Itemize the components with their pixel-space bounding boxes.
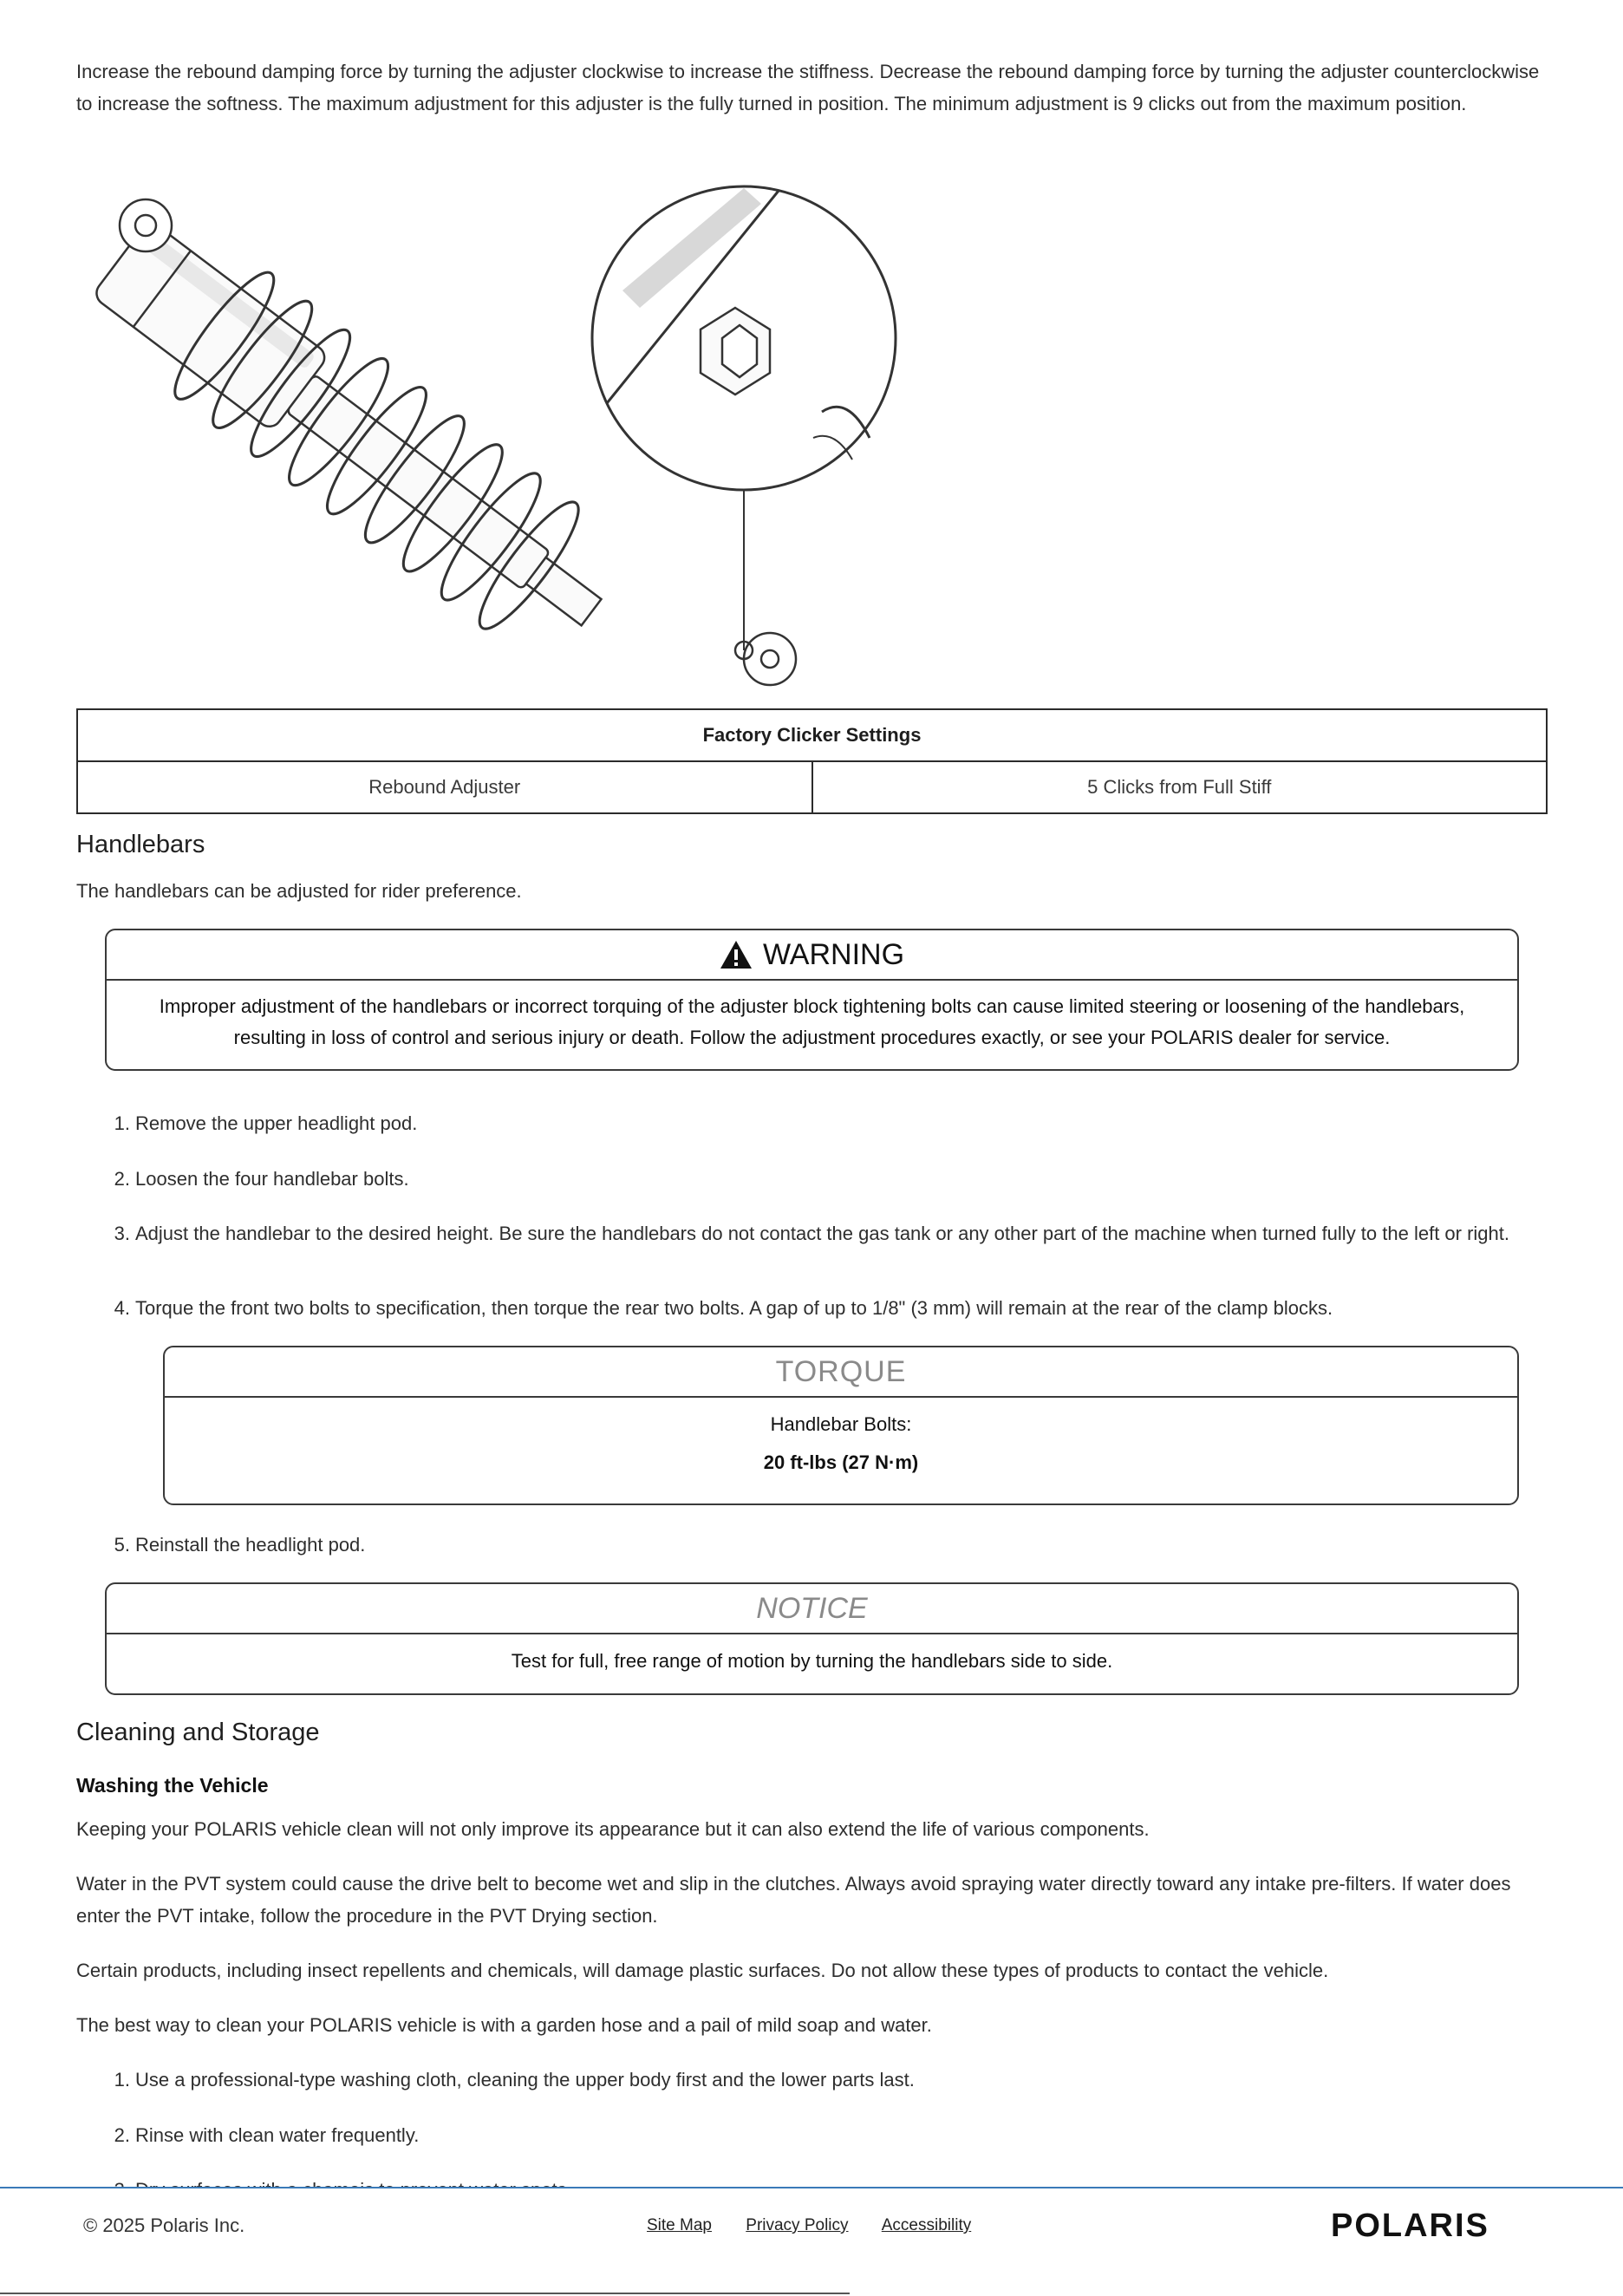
list-item: 4. Torque the front two bolts to specification, then torque the rear two bolts. A gap of up to 1/8" (3 mm) will remain at the rear of the clamp blocks. <box>114 1297 1333 1319</box>
page-footer <box>0 2187 1623 2249</box>
shock-absorber-illustration <box>76 178 943 711</box>
bottom-divider <box>0 2293 850 2294</box>
section-heading-handlebars: Handlebars <box>76 831 205 858</box>
list-item: 2. Rinse with clean water frequently. <box>114 2124 420 2146</box>
warning-header <box>107 930 1517 981</box>
privacy-policy-link[interactable]: Privacy Policy <box>746 2216 849 2234</box>
subheading-washing: Washing the Vehicle <box>76 1774 269 1797</box>
list-item: 5. Reinstall the headlight pod. <box>114 1534 366 1556</box>
table-row <box>77 761 1547 813</box>
warning-box <box>105 929 1519 1071</box>
torque-value: 20 ft-lbs (27 N·m) <box>763 1451 919 1473</box>
copyright-text: © 2025 Polaris Inc. <box>83 2214 245 2236</box>
list-item: 2. Loosen the four handlebar bolts. <box>114 1168 409 1190</box>
cleaning-paragraph-1: Keeping your POLARIS vehicle clean will not only improve its appearance but it can also extend the life of various components. <box>76 1818 1150 1840</box>
notice-body: Test for full, free range of motion by turning the handlebars side to side. <box>511 1650 1113 1672</box>
notice-header: NOTICE <box>107 1584 1517 1634</box>
list-item: 1. Use a professional-type washing cloth, cleaning the upper body first and the lower parts last. <box>114 2069 915 2091</box>
table-header: Factory Clicker Settings <box>77 709 1547 761</box>
torque-item: Handlebar Bolts: <box>770 1413 912 1435</box>
warning-triangle-icon <box>720 940 753 969</box>
table-cell-label: Rebound Adjuster <box>77 761 812 813</box>
footer-links <box>647 2216 1001 2235</box>
handlebars-intro: The handlebars can be adjusted for rider preference. <box>76 880 522 902</box>
warning-title: WARNING <box>762 937 905 971</box>
cleaning-paragraph-2: Water in the PVT system could cause the drive belt to become wet and slip in the clutches. Always avoid spraying water directly toward any intake pre-filters. If water does enter the PVT intake, follow the procedure in the PVT Drying section. <box>76 1873 1511 1927</box>
torque-box <box>163 1346 1519 1505</box>
warning-body: Improper adjustment of the handlebars or incorrect torquing of the adjuster block tightening bolts can cause limited steering or loosening of the handlebars, resulting in loss of control and serious injury or death. Follow the adjustment procedures exactly, or see your POLARIS dealer for service. <box>159 995 1465 1048</box>
notice-box <box>105 1582 1519 1695</box>
torque-header: TORQUE <box>165 1347 1517 1398</box>
polaris-logo[interactable] <box>1331 2208 1539 2242</box>
cleaning-paragraph-4: The best way to clean your POLARIS vehicle is with a garden hose and a pail of mild soap and water. <box>76 2014 932 2036</box>
factory-clicker-settings-table <box>76 708 1548 814</box>
svg-text:POLARIS: POLARIS <box>1331 2208 1489 2242</box>
intro-paragraph: Increase the rebound damping force by turning the adjuster clockwise to increase the stiffness. Decrease the rebound damping force by turning the adjuster counterclockwise to increase the softness. The maximum adjustment for this adjuster is the fully turned in position. The minimum adjustment is 9 clicks out from the maximum position. <box>76 61 1540 114</box>
cleaning-paragraph-3: Certain products, including insect repellents and chemicals, will damage plastic surfaces. Do not allow these types of products to contact the vehicle. <box>76 1960 1329 1981</box>
accessibility-link[interactable]: Accessibility <box>881 2216 972 2234</box>
list-item: 1. Remove the upper headlight pod. <box>114 1112 418 1134</box>
list-item: 3. Adjust the handlebar to the desired height. Be sure the handlebars do not contact the gas tank or any other part of the machine when turned fully to the left or right. <box>114 1223 1509 1244</box>
site-map-link[interactable]: Site Map <box>647 2216 712 2234</box>
table-cell-value: 5 Clicks from Full Stiff <box>812 761 1548 813</box>
section-heading-cleaning: Cleaning and Storage <box>76 1719 320 1746</box>
